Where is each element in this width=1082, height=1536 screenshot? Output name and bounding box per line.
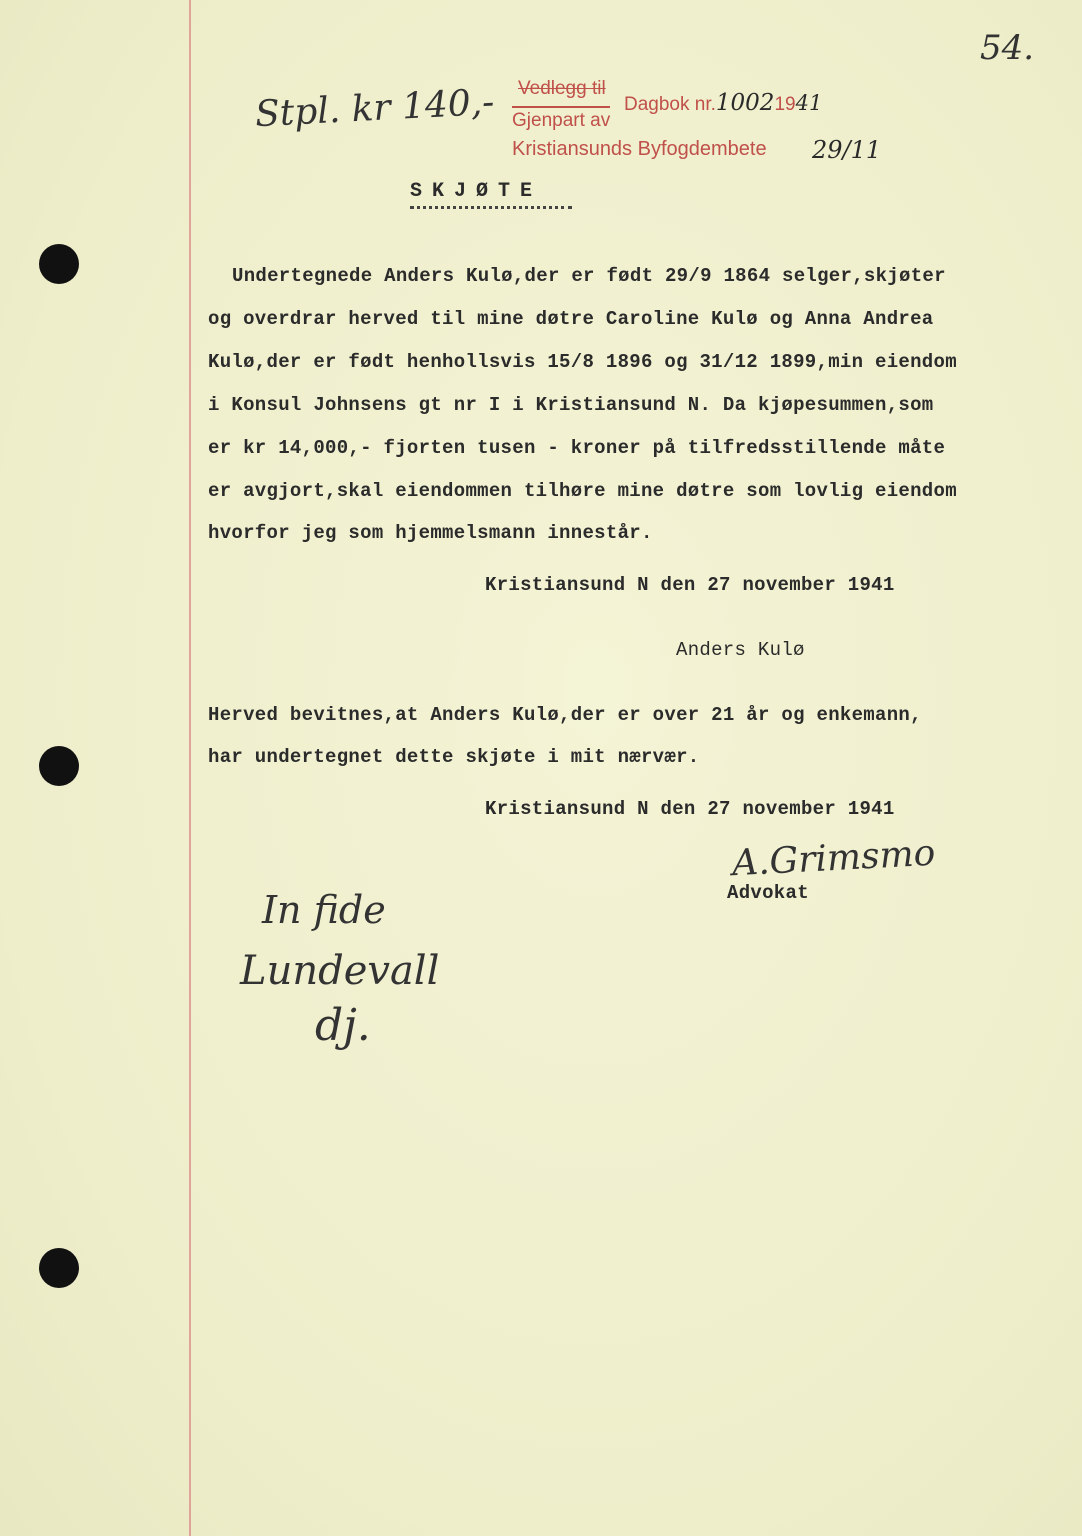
witness-line-1: Herved bevitnes,at Anders Kulø,der er over 21 år og enkemann, [208,704,922,726]
margin-line [189,0,191,1536]
body-line-2: og overdrar herved til mine døtre Caroline Kulø og Anna Andrea [208,308,934,330]
marginal-note-line-3: dj. [315,1000,371,1051]
signer-name: Anders Kulø [676,639,805,661]
place-date-2: Kristiansund N den 27 november 1941 [485,798,895,820]
stamp-handwritten-date: 29/11 [812,136,882,164]
punch-hole-middle [39,746,79,786]
body-line-4: i Konsul Johnsens gt nr I i Kristiansund N. Da kjøpesummen,som [208,394,934,416]
marginal-note-line-2: Lundevall [240,948,440,994]
body-line-5: er kr 14,000,- fjorten tusen - kroner på tilfredsstillende måte [208,437,946,459]
title-underline [410,206,572,209]
body-line-3: Kulø,der er født henhollsvis 15/8 1896 og 31/12 1899,min eiendom [208,351,957,373]
body-line-7: hvorfor jeg som hjemmelsmann innestår. [208,522,653,544]
stamp-line-3: Kristiansunds Byfogdembete [512,138,767,160]
witness-signature: A.Grimsmo [731,832,937,885]
body-line-1: Undertegnede Anders Kulø,der er født 29/9 1864 selger,skjøter [232,265,946,287]
stamp-year-suffix: 41 [795,91,823,115]
page-number: 54. [980,28,1035,68]
stamp-line-2: Gjenpart av [512,106,610,132]
marginal-note-line-1: In fide [262,888,386,932]
stamp-dagbok [624,90,822,116]
punch-hole-top [39,244,79,284]
stamp-dagbok-number: 1002 [715,90,775,116]
stamp-year-prefix: 19 [774,94,796,115]
stamp-line-1: Vedlegg til [518,78,606,99]
punch-hole-bottom [39,1248,79,1288]
witness-title: Advokat [727,882,809,904]
stamp-fee-note: Stpl. kr 140,- [254,81,496,136]
witness-line-2: har undertegnet dette skjøte i mit nærvær. [208,746,700,768]
stamp-dagbok-label: Dagbok nr. [624,94,716,115]
document-title: SKJØTE [410,180,543,203]
court-stamp [512,78,882,178]
place-date-1: Kristiansund N den 27 november 1941 [485,574,895,596]
body-line-6: er avgjort,skal eiendommen tilhøre mine døtre som lovlig eiendom [208,480,957,502]
